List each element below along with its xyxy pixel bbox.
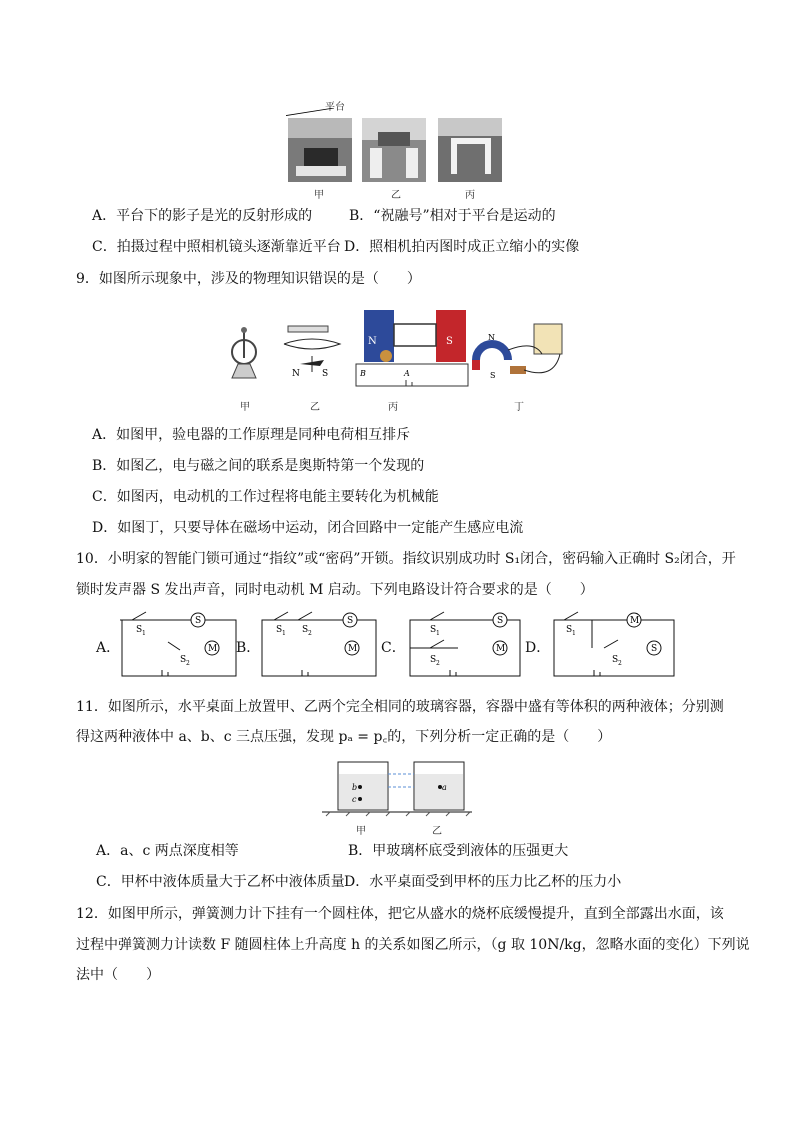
q9-option-b: B．如图乙，电与磁之间的联系是奥斯特第一个发现的 (92, 458, 425, 474)
fig-caption: 丙 (388, 402, 398, 413)
svg-text:B: B (360, 369, 366, 378)
q9-option-d: D．如图丁，只要导体在磁场中运动，闭合回路中一定能产生感应电流 (92, 520, 524, 536)
fig-caption: 甲 (314, 190, 324, 201)
platform-label: 平台 (325, 102, 345, 113)
q11-option-a: A．a、c 两点深度相等 (96, 843, 239, 859)
fig-caption: 丙 (465, 190, 475, 201)
q11-stem-line2: 得这两种液体中 a、b、c 三点压强，发现 pₐ = p꜀的，下列分析一定正确的是（ ） (76, 729, 612, 745)
q9-option-c: C．如图丙，电动机的工作过程将电能主要转化为机械能 (92, 489, 439, 505)
fig-caption: 乙 (391, 190, 401, 201)
q12-stem-line1: 12．如图甲所示，弹簧测力计下挂有一个圆柱体，把它从盛水的烧杯底缓慢提升，直到全部露出水面，该 (76, 906, 724, 922)
svg-text:S: S (302, 625, 309, 635)
fig-caption: 甲 (356, 826, 366, 837)
q11-option-b: B．甲玻璃杯底受到液体的压强更大 (348, 843, 569, 859)
svg-text:S: S (490, 371, 496, 380)
q8-option-d: D．照相机拍丙图时成正立缩小的实像 (344, 239, 580, 255)
svg-text:2: 2 (308, 630, 312, 637)
svg-text:A: A (404, 369, 410, 378)
q11-stem-line1: 11．如图所示，水平桌面上放置甲、乙两个完全相同的玻璃容器，容器中盛有等体积的两种液体；分别测 (76, 699, 724, 715)
q11-figure (322, 754, 472, 822)
svg-text:S: S (446, 336, 453, 347)
q10-label-d: D． (525, 640, 551, 656)
q10-label-b: B． (236, 640, 261, 656)
fig-caption: 乙 (310, 402, 320, 413)
fig-caption: 丁 (514, 402, 524, 413)
svg-text:S: S (497, 616, 504, 626)
q8-option-a: A．平台下的影子是光的反射形成的 (92, 208, 313, 224)
svg-text:S: S (430, 625, 437, 635)
q8-option-c: C．拍摄过程中照相机镜头逐渐靠近平台 (92, 239, 341, 255)
svg-text:1: 1 (436, 630, 440, 637)
q12-stem-line2: 过程中弹簧测力计读数 F 随圆柱体上升高度 h 的关系如图乙所示，（g 取 10N/kg，忽略水面的变化）下列说 (76, 937, 750, 953)
svg-text:N: N (368, 336, 377, 347)
q11-option-d: D．水平桌面受到甲杯的压力比乙杯的压力小 (344, 874, 622, 890)
svg-text:S: S (612, 655, 619, 665)
svg-text:S: S (322, 369, 329, 379)
svg-text:M: M (208, 644, 218, 654)
q8-option-b: B．“祝融号”相对于平台是运动的 (349, 208, 556, 224)
svg-text:c: c (352, 795, 357, 804)
svg-text:1: 1 (572, 630, 576, 637)
q10-label-a: A． (96, 640, 121, 656)
q11-option-c: C．甲杯中液体质量大于乙杯中液体质量 (96, 874, 345, 890)
q9-stem: 9．如图所示现象中，涉及的物理知识错误的是（ ） (76, 271, 421, 287)
svg-text:M: M (630, 616, 640, 626)
q10-circuits (120, 606, 690, 682)
svg-text:N: N (292, 369, 300, 379)
fig-caption: 甲 (240, 402, 250, 413)
q8-photos (286, 108, 506, 184)
svg-text:b: b (352, 783, 358, 792)
fig-caption: 乙 (432, 826, 442, 837)
svg-text:S: S (276, 625, 283, 635)
svg-text:2: 2 (436, 660, 440, 667)
svg-text:a: a (442, 783, 447, 792)
svg-text:S: S (180, 655, 187, 665)
svg-text:M: M (496, 644, 506, 654)
svg-text:2: 2 (618, 660, 622, 667)
q10-label-c: C． (381, 640, 406, 656)
q10-stem-line2: 锁时发声器 S 发出声音，同时电动机 M 启动。下列电路设计符合要求的是（ ） (76, 582, 594, 598)
svg-text:S: S (195, 616, 202, 626)
q12-stem-line3: 法中（ ） (76, 967, 160, 983)
svg-text:S: S (651, 644, 658, 654)
svg-text:S: S (430, 655, 437, 665)
svg-text:S: S (566, 625, 573, 635)
svg-text:S: S (136, 625, 143, 635)
svg-text:1: 1 (142, 630, 146, 637)
q10-stem-line1: 10．小明家的智能门锁可通过“指纹”或“密码”开锁。指纹识别成功时 S₁闭合，密码输入正确时 S₂闭合，开 (76, 551, 736, 567)
svg-text:2: 2 (186, 660, 190, 667)
q9-figures (224, 300, 584, 410)
q9-option-a: A．如图甲，验电器的工作原理是同种电荷相互排斥 (92, 427, 411, 443)
svg-text:1: 1 (282, 630, 286, 637)
svg-text:N: N (488, 333, 495, 342)
svg-text:M: M (348, 644, 358, 654)
svg-text:S: S (347, 616, 354, 626)
